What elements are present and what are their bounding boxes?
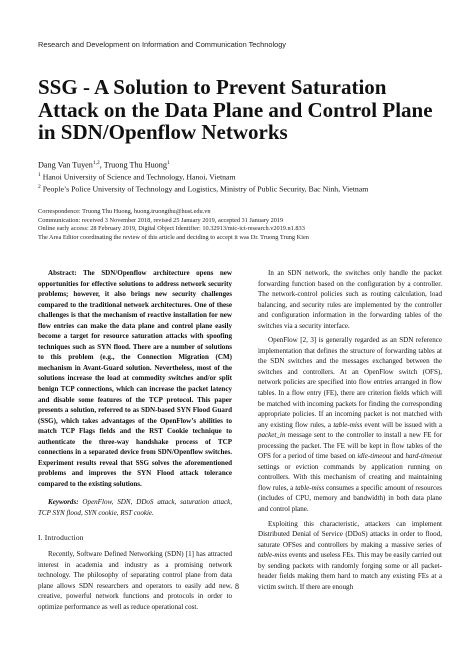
affiliation-1-text: Hanoi University of Science and Technology, Hanoi, Vietnam (42, 172, 236, 182)
p2-term-hard-timeout: hard-timeout (405, 452, 443, 461)
p3-text-a: Exploiting this characteristic, attackers can implement Distributed Denial of Service (DDoS) attacks in order to flood, saturate OFSes and controllers by making a massive series of (258, 519, 442, 549)
online-access-doi: Online early access: 28 February 2019, Digital Object Identifier: 10.32913/mic-ict-research.v2019.n1.833 (38, 225, 305, 232)
p2-text-c: message sent to the controller to install a new FE for processing the packet. The FE will be kept in flow tables of the OFS for a period of time based on (258, 431, 442, 461)
article-meta (38, 208, 309, 242)
author-name-1: Dang Van Tuyen (38, 160, 93, 170)
paragraph-openflow (258, 335, 442, 514)
author-1-affil: 1,2 (92, 160, 100, 166)
affiliation-1 (38, 172, 236, 182)
right-column (258, 268, 442, 596)
intro-paragraph: Recently, Software Defined Networking (SDN) [1] has attracted interest in academia and industry as a promising network technology. The philosophy of separating control plane from data plane allows SDN researchers and operators to easily add new, creative, powerful network functions and protocols in order to optimize performance as well as reduce operational cost. (38, 550, 232, 611)
left-column (38, 268, 232, 616)
p2-text-a: OpenFlow [2, 3] is generally regarded as an SDN reference implementation that defines the structure of forwarding tables at the SDN switches and the messages exchanged between the switches and controllers. At an OpenFlow switch (OFS), network policies are specified into flow entries arranged in flow tables. In a flow entry (FE), there are criterion fields which will be matched with incoming packets for finding the corresponding appropriate policies. If an incoming packet is not matched with any existing flow rules, a (258, 336, 442, 429)
p2-term-packet-in: packet_in (258, 431, 286, 440)
affiliation-1-num: 1 (38, 172, 41, 178)
author-line (38, 160, 170, 170)
p2-term-idle-timeout: idle-timeout (357, 452, 392, 461)
area-editor-note: The Area Editor coordinating the review of this article and deciding to accept it was Dr. Truong Trung Kien (38, 233, 309, 241)
p2-text-d: and (391, 452, 406, 461)
paper-title: SSG - A Solution to Prevent Saturation Attack on the Data Plane and Control Plane in SDN/Openflow Networks (38, 75, 433, 144)
keywords-text: OpenFlow, SDN, DDoS attack, saturation attack, TCP SYN flood, SYN cookie, RST cookie. (38, 498, 232, 518)
affiliation-2-text: People’s Police University of Technology and Logistics, Ministry of Public Security, Bac Ninh, Vietnam (42, 184, 369, 194)
p3-text-b: events and useless FEs. This may be easily carried out by sending packets with randomly forging some or all packet-header fields making them hard to match any existing FEs at a victim switch. If there are enough (258, 551, 442, 591)
communication-dates: Communication: received 3 November 2018, revised 25 January 2019, accepted 31 January 2019 (38, 216, 284, 224)
correspondence: Correspondence: Truong Thu Huong, huong.truongthu@hust.edu.vn (38, 208, 211, 215)
paragraph-sdn-switches: In an SDN network, the switches only handle the packet forwarding function based on the configuration by a controller. The network-control policies such as routing calculation, load balancing, and security rules are implemented by the controller and configuration information in the forwarding tables of the switches via a security interface. (258, 269, 442, 330)
affiliation-2 (38, 184, 368, 194)
p3-term-table-miss: table-miss (258, 551, 287, 560)
keywords (38, 497, 232, 518)
p2-term-table-miss-2: table-miss (295, 483, 325, 492)
author-2-affil: 1 (166, 160, 170, 166)
abstract: Abstract: The SDN/Openflow architecture opens new opportunities for effective solutions to address network security problems; however, it also brings new security challenges compared to the traditional network architectures. One of these challenges is that the mechanism of reactive installation for new flow entries can make the data plane and control plane easily become a target for resource saturation attacks with spoofing techniques such as SYN flood. There are a number of solutions to this problem (e.g., the Connection Migration (CM) mechanism in Avant-Guard solution. Nevertheless, most of the solutions increase the load at commodity switches and/or split benign TCP connections, which can increase the packet latency and disable some features of the TCP protocol. This paper presents a solution, referred to as SDN-based SYN Flood Guard (SSG), which takes advantages of the OpenFlow’s abilities to match TCP Flags fields and the RST Cookie technique to authenticate the three-way handshake process of TCP connections in a separated device from SDN/Openflow switches. Experiment results reveal that SSG solves the aforementioned problems and improves the SYN Flood attack tolerance compared to the existing solutions. (38, 269, 232, 488)
p2-text-e: settings or eviction commands by application running on controllers. With this mechanism of creating and maintaining flow rules, a (258, 462, 442, 492)
p2-text-f: consumes a specific amount of resources (includes of CPU, memory and bandwidth) in both data plane and control plane. (258, 483, 442, 514)
p2-term-table-miss: table-miss (333, 420, 363, 429)
page-number: 8 (235, 582, 239, 591)
affiliation-2-num: 2 (38, 184, 41, 190)
keywords-label: Keywords: (48, 498, 79, 507)
p2-text-b: event will be issued with a (362, 420, 442, 429)
journal-header: Research and Development on Information and Communication Technology (38, 40, 287, 49)
section-heading-introduction: I. Introduction (38, 532, 84, 542)
author-name-2: , Truong Thu Huong (99, 160, 167, 170)
